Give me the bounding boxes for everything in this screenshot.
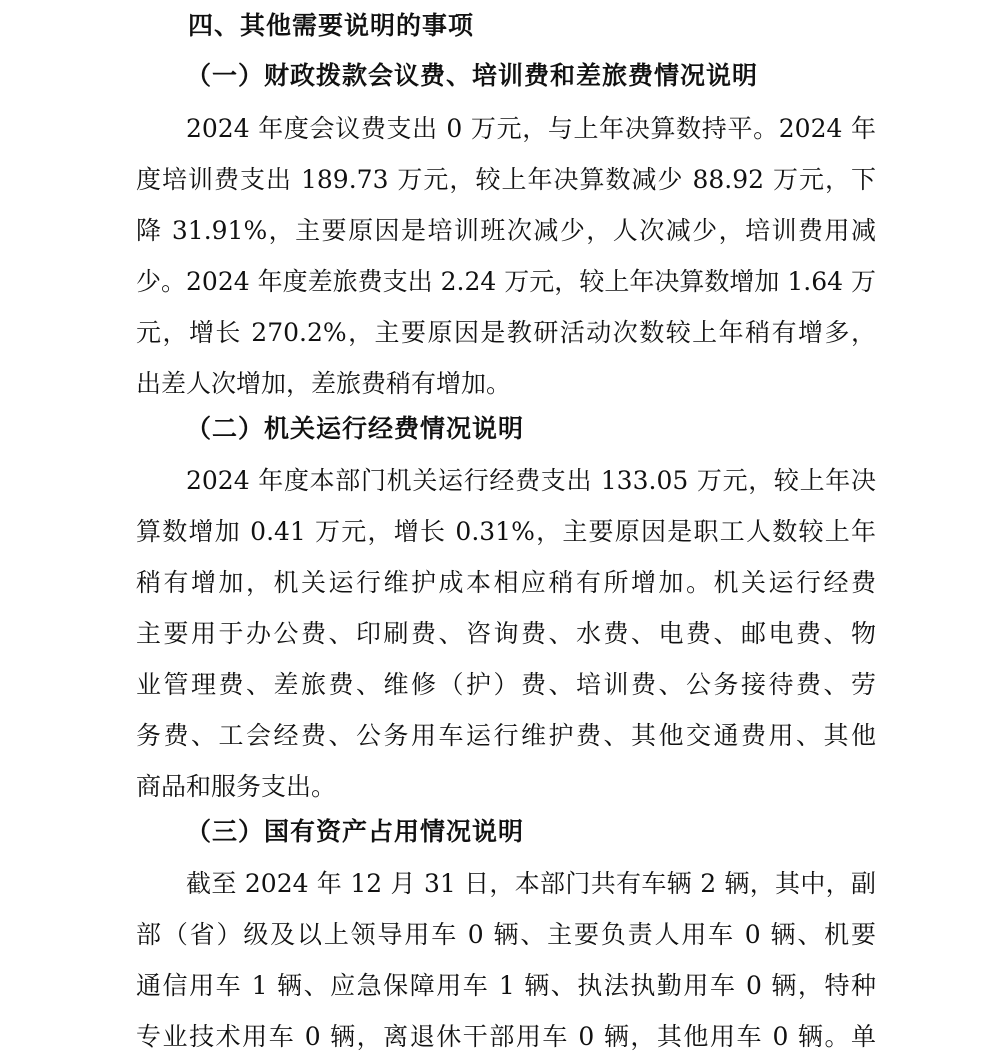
paragraph-line: 商品和服务支出。: [136, 772, 337, 801]
paragraph-line: 度培训费支出 189.73 万元，较上年决算数减少 88.92 万元，下: [136, 165, 876, 194]
subsection-heading-meeting-training-travel: （一）财政拨款会议费、培训费和差旅费情况说明: [186, 61, 759, 90]
paragraph-line: 算数增加 0.41 万元，增长 0.31%，主要原因是职工人数较上年: [136, 517, 876, 546]
paragraph-state-assets: [136, 858, 876, 1062]
paragraph-line: 2024 年度会议费支出 0 万元，与上年决算数持平。2024 年: [186, 114, 876, 143]
paragraph-line: 稍有增加，机关运行维护成本相应稍有所增加。机关运行经费: [136, 568, 876, 597]
paragraph-line: 主要用于办公费、印刷费、咨询费、水费、电费、邮电费、物: [136, 619, 876, 648]
paragraph-line: 降 31.91%，主要原因是培训班次减少，人次减少，培训费用减: [136, 216, 876, 245]
paragraph-operating-expenses: [136, 455, 876, 812]
subsection-heading-state-assets: （三）国有资产占用情况说明: [186, 817, 525, 846]
paragraph-line: 截至 2024 年 12 月 31 日，本部门共有车辆 2 辆，其中，副: [186, 869, 876, 898]
section-heading: 四、其他需要说明的事项: [188, 11, 475, 40]
paragraph-line: 业管理费、差旅费、维修（护）费、培训费、公务接待费、劳: [136, 670, 876, 699]
paragraph-line: 专业技术用车 0 辆，离退休干部用车 0 辆，其他用车 0 辆。单: [136, 1022, 876, 1051]
paragraph-line: 少。2024 年度差旅费支出 2.24 万元，较上年决算数增加 1.64 万: [136, 267, 876, 296]
paragraph-meeting-training-travel: [136, 103, 876, 409]
paragraph-line: 通信用车 1 辆、应急保障用车 1 辆、执法执勤用车 0 辆，特种: [136, 971, 876, 1000]
subsection-heading-operating-expenses: （二）机关运行经费情况说明: [186, 414, 525, 443]
paragraph-line: 部（省）级及以上领导用车 0 辆、主要负责人用车 0 辆、机要: [136, 920, 876, 949]
paragraph-line: 出差人次增加，差旅费稍有增加。: [136, 369, 512, 398]
paragraph-line: 2024 年度本部门机关运行经费支出 133.05 万元，较上年决: [186, 466, 876, 495]
paragraph-line: 元，增长 270.2%，主要原因是教研活动次数较上年稍有增多，: [136, 318, 876, 347]
paragraph-line: 务费、工会经费、公务用车运行维护费、其他交通费用、其他: [136, 721, 876, 750]
